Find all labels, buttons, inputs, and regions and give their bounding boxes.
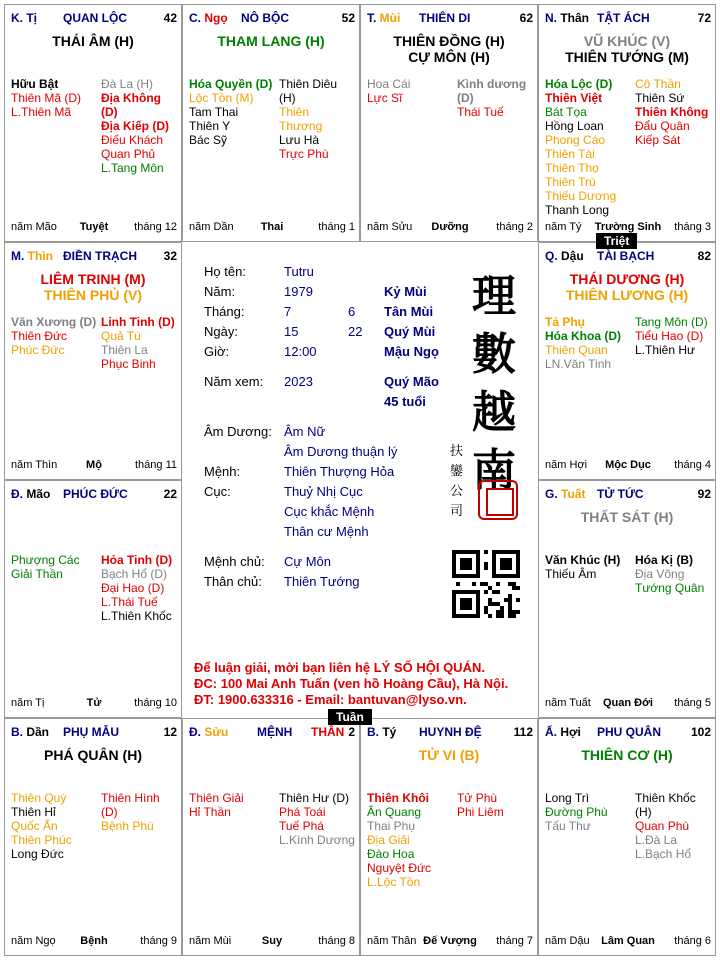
- label-gio: Giờ:: [204, 344, 230, 359]
- palace-year: năm Dậu: [545, 935, 590, 947]
- minor-star: L.Lộc Tồn: [367, 875, 421, 889]
- value-nam-solar: 1979: [284, 284, 313, 299]
- value-am-duong-2: Âm Dương thuận lý: [284, 444, 398, 459]
- label-thang: Tháng:: [204, 304, 245, 319]
- palace-year: năm Hợi: [545, 459, 588, 471]
- palace-ti: [4, 4, 182, 242]
- stars-left: [11, 77, 81, 119]
- palace-number: 62: [519, 11, 533, 25]
- main-stars: [539, 509, 715, 525]
- palace-header: [361, 719, 537, 737]
- minor-star: L.Thiên Hư: [635, 343, 696, 357]
- seal-char: 公: [450, 484, 464, 499]
- minor-star: Cô Thần: [635, 77, 681, 91]
- palace-month: tháng 6: [674, 935, 711, 947]
- minor-star: Phi Liêm: [457, 805, 504, 819]
- calligraphy-char: 南: [472, 445, 516, 496]
- minor-star: Thiên Diêu (H): [279, 77, 338, 105]
- stars-left: [545, 315, 621, 371]
- minor-star: L.Tang Môn: [101, 161, 164, 175]
- minor-star: Hỉ Thần: [189, 805, 231, 819]
- minor-star: Thiên Sứ: [635, 91, 685, 105]
- palace-header: [5, 719, 181, 737]
- palace-year: năm Mão: [11, 221, 57, 233]
- seal-char: 鑾: [450, 464, 464, 479]
- palace-header: [5, 481, 181, 499]
- palace-than: [538, 4, 716, 242]
- palace-stage: Thai: [260, 221, 284, 233]
- minor-star: Tam Thai: [189, 105, 239, 119]
- main-stars: [183, 33, 359, 49]
- palace-footer: [11, 935, 177, 949]
- palace-month: tháng 12: [134, 221, 177, 233]
- minor-star: Tử Phù: [457, 791, 498, 805]
- label-menh: Mệnh:: [204, 464, 241, 479]
- main-star: THIÊN CƠ (H): [581, 747, 673, 763]
- stars-left: [545, 791, 608, 833]
- palace-month: tháng 7: [496, 935, 533, 947]
- palace-number: 2: [348, 725, 355, 739]
- palace-number: 102: [690, 725, 711, 739]
- minor-star: Thiên Hình (D): [101, 791, 160, 819]
- minor-star: Văn Khúc (H): [545, 553, 621, 567]
- palace-stage: Mộ: [86, 459, 102, 471]
- palace-name-2: THÂN: [311, 725, 345, 739]
- palace-year: năm Sửu: [367, 221, 413, 233]
- palace-footer: [11, 459, 177, 473]
- palace-name: PHỤ MẪU: [63, 725, 119, 739]
- value-menh: Thiên Thượng Hỏa: [284, 464, 395, 479]
- minor-star: Hỏa Tinh (D): [101, 553, 173, 567]
- minor-star: Hóa Kị (B): [635, 553, 693, 567]
- palace-stage: Bệnh: [80, 935, 108, 947]
- minor-star: Bác Sỹ: [189, 133, 228, 147]
- palace-thin: [4, 242, 182, 480]
- minor-star: Đà La (H): [101, 77, 154, 91]
- minor-star: Tấu Thư: [545, 819, 591, 833]
- stars-right: [457, 791, 504, 819]
- palace-name: ĐIỀN TRẠCH: [63, 249, 137, 263]
- palace-stage: Quan Đới: [603, 697, 653, 709]
- main-star: VŨ KHÚC (V): [583, 33, 671, 49]
- minor-star: Giải Thần: [11, 567, 63, 581]
- minor-star: Thiên Khôi: [367, 791, 429, 805]
- stars-left: [11, 791, 72, 861]
- palace-header: [361, 5, 537, 23]
- stars-right: [457, 77, 533, 119]
- main-stars: [5, 271, 181, 303]
- palace-tuat: [538, 480, 716, 718]
- value-ho-ten: Tutru: [284, 264, 314, 279]
- palace-month: tháng 5: [674, 697, 711, 709]
- palace-year: năm Thìn: [11, 459, 58, 471]
- value-cuc: Thuỷ Nhị Cục: [284, 484, 363, 499]
- palace-name: PHU QUÂN: [597, 725, 662, 739]
- minor-star: Địa Võng: [635, 567, 685, 581]
- palace-branch: Đ. Sửu: [189, 725, 229, 739]
- palace-name: TẬT ÁCH: [597, 11, 650, 25]
- palace-name: HUYNH ĐỆ: [419, 725, 482, 739]
- value-menh-chu: Cự Môn: [284, 554, 331, 569]
- minor-star: Nguyệt Đức: [367, 861, 432, 875]
- minor-star: Long Trì: [545, 791, 590, 805]
- stars-left: [189, 77, 272, 147]
- stars-right: [101, 315, 175, 371]
- label-nam-xem: Năm xem:: [204, 374, 264, 389]
- stars-right: [279, 791, 355, 847]
- minor-star: Tả Phụ: [545, 315, 586, 329]
- palace-month: tháng 11: [134, 459, 177, 471]
- minor-star: Linh Tinh (D): [101, 315, 175, 329]
- palace-footer: [367, 935, 533, 949]
- palace-header: [539, 719, 715, 737]
- minor-star: Tướng Quân: [635, 581, 705, 595]
- seal-char: 扶: [450, 444, 464, 459]
- stars-right: [635, 791, 711, 861]
- palace-name: TỬ TỨC: [597, 487, 644, 501]
- calligraphy-logo: [466, 268, 522, 500]
- value-cuc-3: Thân cư Mệnh: [284, 524, 369, 539]
- value-cuc-2: Cục khắc Mệnh: [284, 504, 375, 519]
- minor-star: Lưu Hà: [279, 133, 320, 147]
- stars-right: [635, 553, 704, 595]
- palace-branch: B. Dần: [11, 725, 50, 739]
- palace-stage: Đế Vượng: [423, 935, 477, 947]
- palace-stage: Dưỡng: [431, 221, 469, 233]
- value-ngay-lunar: 22: [348, 324, 363, 339]
- contact-line-1: Để luận giải, mời bạn liên hệ LÝ SỐ HỘI QUÁN.: [194, 660, 485, 675]
- minor-star: Văn Xương (D): [11, 315, 97, 329]
- main-star: PHÁ QUÂN (H): [44, 747, 142, 763]
- palace-year: năm Thân: [367, 935, 417, 947]
- palace-footer: [189, 935, 355, 949]
- palace-number: 82: [697, 249, 711, 263]
- minor-star: Long Đức: [11, 847, 64, 861]
- minor-star: Địa Kiếp (D): [101, 119, 170, 133]
- value-am-duong: Âm Nữ: [284, 424, 326, 439]
- main-star: THIÊN LƯƠNG (H): [565, 287, 689, 303]
- minor-star: Phúc Đức: [11, 343, 65, 357]
- palace-header: [5, 243, 181, 261]
- minor-star: Quốc Ấn: [11, 819, 58, 833]
- palace-branch: T. Mùi: [367, 11, 401, 25]
- palace-year: năm Mùi: [189, 935, 232, 947]
- palace-branch: M. Thìn: [11, 249, 53, 263]
- minor-star: Tuế Phá: [279, 819, 324, 833]
- palace-year: năm Tị: [11, 697, 45, 709]
- minor-star: Đường Phù: [545, 805, 608, 819]
- palace-number: 12: [163, 725, 177, 739]
- red-seal-icon: [478, 480, 518, 520]
- stars-right: [635, 77, 708, 147]
- main-star: TỬ VI (B): [418, 747, 480, 763]
- palace-footer: [367, 221, 533, 235]
- stars-right: [279, 77, 355, 161]
- palace-number: 32: [163, 249, 177, 263]
- minor-star: Thiếu Âm: [545, 567, 597, 581]
- value-gio-can: Mậu Ngọ: [384, 344, 439, 359]
- triet-badge: Triệt: [596, 233, 637, 249]
- main-star: THIÊN TƯỚNG (M): [565, 49, 689, 65]
- minor-star: Quả Tú: [101, 329, 141, 343]
- value-than-chu: Thiên Tướng: [284, 574, 360, 589]
- minor-star: Thiên Hỉ: [11, 805, 56, 819]
- palace-month: tháng 3: [674, 221, 711, 233]
- minor-star: Thai Phụ: [367, 819, 416, 833]
- minor-star: Đẩu Quân: [635, 119, 690, 133]
- label-cuc: Cục:: [204, 484, 231, 499]
- value-nam-can: Kỷ Mùi: [384, 284, 427, 299]
- minor-star: Phượng Các: [11, 553, 80, 567]
- main-star: THÁI ÂM (H): [52, 33, 134, 49]
- contact-line-3: ĐT: 1900.633316 - Email: bantuvan@lyso.vn.: [194, 692, 467, 707]
- main-stars: [539, 33, 715, 65]
- minor-star: Thái Tuế: [457, 105, 504, 119]
- minor-star: Hóa Lộc (D): [545, 77, 613, 91]
- main-stars: [5, 747, 181, 763]
- minor-star: Thiên Trù: [545, 175, 596, 189]
- minor-star: Bạch Hổ (D): [101, 567, 168, 581]
- minor-star: Thiên Khốc (H): [635, 791, 696, 819]
- palace-stage: Mộc Dục: [605, 459, 651, 471]
- label-ngay: Ngày:: [204, 324, 238, 339]
- minor-star: Thiên Quý: [11, 791, 67, 805]
- palace-number: 52: [341, 11, 355, 25]
- stars-left: [11, 553, 80, 581]
- minor-star: Thiên Y: [189, 119, 231, 133]
- value-ngay-can: Quý Mùi: [384, 324, 436, 339]
- palace-ty: [360, 718, 538, 956]
- main-stars: [361, 747, 537, 763]
- minor-star: Thiên Thương: [279, 105, 323, 133]
- minor-star: Lộc Tồn (M): [189, 91, 254, 105]
- value-gio: 12:00: [284, 344, 317, 359]
- palace-mui: [360, 4, 538, 242]
- palace-number: 72: [697, 11, 711, 25]
- minor-star: Quan Phủ: [101, 147, 156, 161]
- minor-star: Thiên Giải: [189, 791, 244, 805]
- minor-star: Đào Hoa: [367, 847, 415, 861]
- stars-left: [367, 77, 410, 105]
- minor-star: Bệnh Phù: [101, 819, 154, 833]
- minor-star: Hóa Khoa (D): [545, 329, 621, 343]
- minor-star: Thiên Tài: [545, 147, 595, 161]
- palace-month: tháng 1: [318, 221, 355, 233]
- palace-stage: Tuyệt: [79, 221, 109, 233]
- calligraphy-char: 越: [472, 387, 516, 438]
- minor-star: Hồng Loan: [545, 119, 604, 133]
- minor-star: Quan Phù: [635, 819, 690, 833]
- main-stars: [539, 271, 715, 303]
- palace-footer: [545, 459, 711, 473]
- palace-name: MỆNH: [257, 725, 293, 739]
- stars-right: [101, 553, 172, 623]
- palace-number: 112: [513, 725, 533, 739]
- main-stars: [5, 33, 181, 49]
- minor-star: Hóa Quyền (D): [189, 77, 273, 91]
- palace-year: năm Tuất: [545, 697, 591, 709]
- palace-name: NÔ BỘC: [241, 11, 289, 25]
- calligraphy-char: 數: [472, 329, 516, 380]
- minor-star: LN.Văn Tinh: [545, 357, 612, 371]
- main-stars: [539, 747, 715, 763]
- palace-suu: [182, 718, 360, 956]
- value-tuoi: 45 tuổi: [384, 394, 426, 409]
- main-star: LIÊM TRINH (M): [40, 271, 146, 287]
- minor-star: Thiên Quan: [545, 343, 608, 357]
- palace-number: 92: [697, 487, 711, 501]
- minor-star: Thiên La: [101, 343, 148, 357]
- value-ngay-solar: 15: [284, 324, 299, 339]
- palace-name: PHÚC ĐỨC: [63, 487, 128, 501]
- palace-number: 22: [163, 487, 177, 501]
- main-star: THAM LANG (H): [217, 33, 325, 49]
- minor-star: Ân Quang: [367, 805, 422, 819]
- minor-star: Thiên Không: [635, 105, 709, 119]
- palace-footer: [11, 221, 177, 235]
- palace-year: năm Ngọ: [11, 935, 56, 947]
- minor-star: Thiếu Dương: [545, 189, 617, 203]
- minor-star: Trực Phù: [279, 147, 329, 161]
- palace-dau: [538, 242, 716, 480]
- qr-code-icon: [452, 550, 520, 618]
- minor-star: Phong Cáo: [545, 133, 606, 147]
- palace-branch: B. Tý: [367, 725, 397, 739]
- stars-left: [367, 791, 431, 889]
- label-menh-chu: Mệnh chủ:: [204, 554, 265, 569]
- minor-star: Kình dương (D): [457, 77, 527, 105]
- main-star: CỰ MÔN (H): [408, 49, 490, 65]
- minor-star: L.Thiên Khốc: [101, 609, 172, 623]
- main-star: THIÊN PHỦ (V): [44, 287, 142, 303]
- stars-right: [635, 315, 708, 357]
- label-than-chu: Thân chủ:: [204, 574, 262, 589]
- palace-name: THIÊN DI: [419, 11, 471, 25]
- minor-star: Thiên Mã (D): [11, 91, 82, 105]
- value-thang-lunar: 6: [348, 304, 356, 319]
- minor-star: Tiểu Hao (D): [635, 329, 704, 343]
- value-nam-xem-can: Quý Mão: [384, 374, 439, 389]
- minor-star: Thiên Đức: [11, 329, 68, 343]
- minor-star: L.Thái Tuế: [101, 595, 158, 609]
- palace-header: [539, 5, 715, 23]
- minor-star: Hoa Cái: [367, 77, 411, 91]
- label-nam: Năm:: [204, 284, 236, 299]
- value-nam-xem: 2023: [284, 374, 313, 389]
- minor-star: Thiên Việt: [545, 91, 603, 105]
- palace-branch: K. Tị: [11, 11, 38, 25]
- palace-name: TÀI BẠCH: [597, 249, 655, 263]
- stars-right: [101, 77, 177, 175]
- palace-mao: [4, 480, 182, 718]
- palace-year: năm Tý: [545, 221, 582, 233]
- minor-star: Bát Tọa: [545, 105, 587, 119]
- palace-month: tháng 10: [134, 697, 177, 709]
- stars-left: [11, 315, 96, 357]
- palace-stage: Suy: [261, 935, 283, 947]
- label-ho-ten: Họ tên:: [204, 264, 246, 279]
- seal-char: 司: [450, 504, 464, 519]
- minor-star: Thiên Thọ: [545, 161, 599, 175]
- palace-header: [183, 5, 359, 23]
- main-star: THIÊN ĐỒNG (H): [393, 33, 505, 49]
- minor-star: Phá Toái: [279, 805, 326, 819]
- palace-footer: [545, 935, 711, 949]
- palace-month: tháng 8: [318, 935, 355, 947]
- minor-star: L.Bạch Hổ: [635, 847, 692, 861]
- minor-star: L.Đà La: [635, 833, 678, 847]
- palace-header: [5, 5, 181, 23]
- palace-month: tháng 9: [140, 935, 177, 947]
- seal-text: [450, 442, 466, 522]
- palace-stage: Trường Sinh: [594, 221, 662, 233]
- main-stars: [361, 33, 537, 65]
- minor-star: Thanh Long: [545, 203, 610, 217]
- palace-branch: G. Tuất: [545, 487, 586, 501]
- palace-month: tháng 4: [674, 459, 711, 471]
- palace-stage: Tử: [86, 697, 102, 709]
- center-panel: [182, 242, 538, 718]
- palace-header: [539, 481, 715, 499]
- tuan-badge: Tuần: [328, 709, 372, 725]
- minor-star: Lực Sĩ: [367, 91, 403, 105]
- palace-month: tháng 2: [496, 221, 533, 233]
- palace-ngo: [182, 4, 360, 242]
- palace-branch: C. Ngọ: [189, 11, 228, 25]
- palace-dan: [4, 718, 182, 956]
- minor-star: L.Kình Dương: [279, 833, 355, 847]
- palace-branch: Đ. Mão: [11, 487, 51, 501]
- palace-branch: Ấ. Hợi: [545, 725, 581, 739]
- palace-number: 42: [163, 11, 177, 25]
- calligraphy-char: 理: [472, 271, 516, 322]
- minor-star: Hữu Bật: [11, 77, 59, 91]
- minor-star: Đại Hao (D): [101, 581, 165, 595]
- minor-star: Phục Binh: [101, 357, 156, 371]
- value-thang-solar: 7: [284, 304, 292, 319]
- palace-footer: [11, 697, 177, 711]
- main-star: THÁI DƯƠNG (H): [569, 271, 685, 287]
- minor-star: Địa Không (D): [101, 91, 161, 119]
- stars-right: [101, 791, 177, 833]
- minor-star: Thiên Phúc: [11, 833, 72, 847]
- minor-star: Địa Giải: [367, 833, 410, 847]
- palace-stage: Lâm Quan: [601, 935, 655, 947]
- value-thang-can: Tân Mùi: [384, 304, 434, 319]
- palace-branch: Q. Dậu: [545, 249, 584, 263]
- palace-footer: [545, 697, 711, 711]
- palace-name: QUAN LỘC: [63, 11, 127, 25]
- stars-left: [189, 791, 244, 819]
- minor-star: L.Thiên Mã: [11, 105, 72, 119]
- palace-footer: [189, 221, 355, 235]
- label-am-duong: Âm Dương:: [204, 424, 272, 439]
- palace-year: năm Dần: [189, 221, 234, 233]
- stars-left: [545, 77, 616, 217]
- minor-star: Điếu Khách: [101, 133, 164, 147]
- contact-line-2: ĐC: 100 Mai Anh Tuấn (ven hồ Hoàng Cầu), Hà Nội.: [194, 676, 509, 691]
- stars-left: [545, 553, 620, 581]
- minor-star: Tang Môn (D): [635, 315, 708, 329]
- main-star: THẤT SÁT (H): [580, 509, 674, 525]
- palace-branch: N. Thân: [545, 11, 590, 25]
- minor-star: Thiên Hư (D): [279, 791, 350, 805]
- palace-hoi: [538, 718, 716, 956]
- minor-star: Kiếp Sát: [635, 133, 681, 147]
